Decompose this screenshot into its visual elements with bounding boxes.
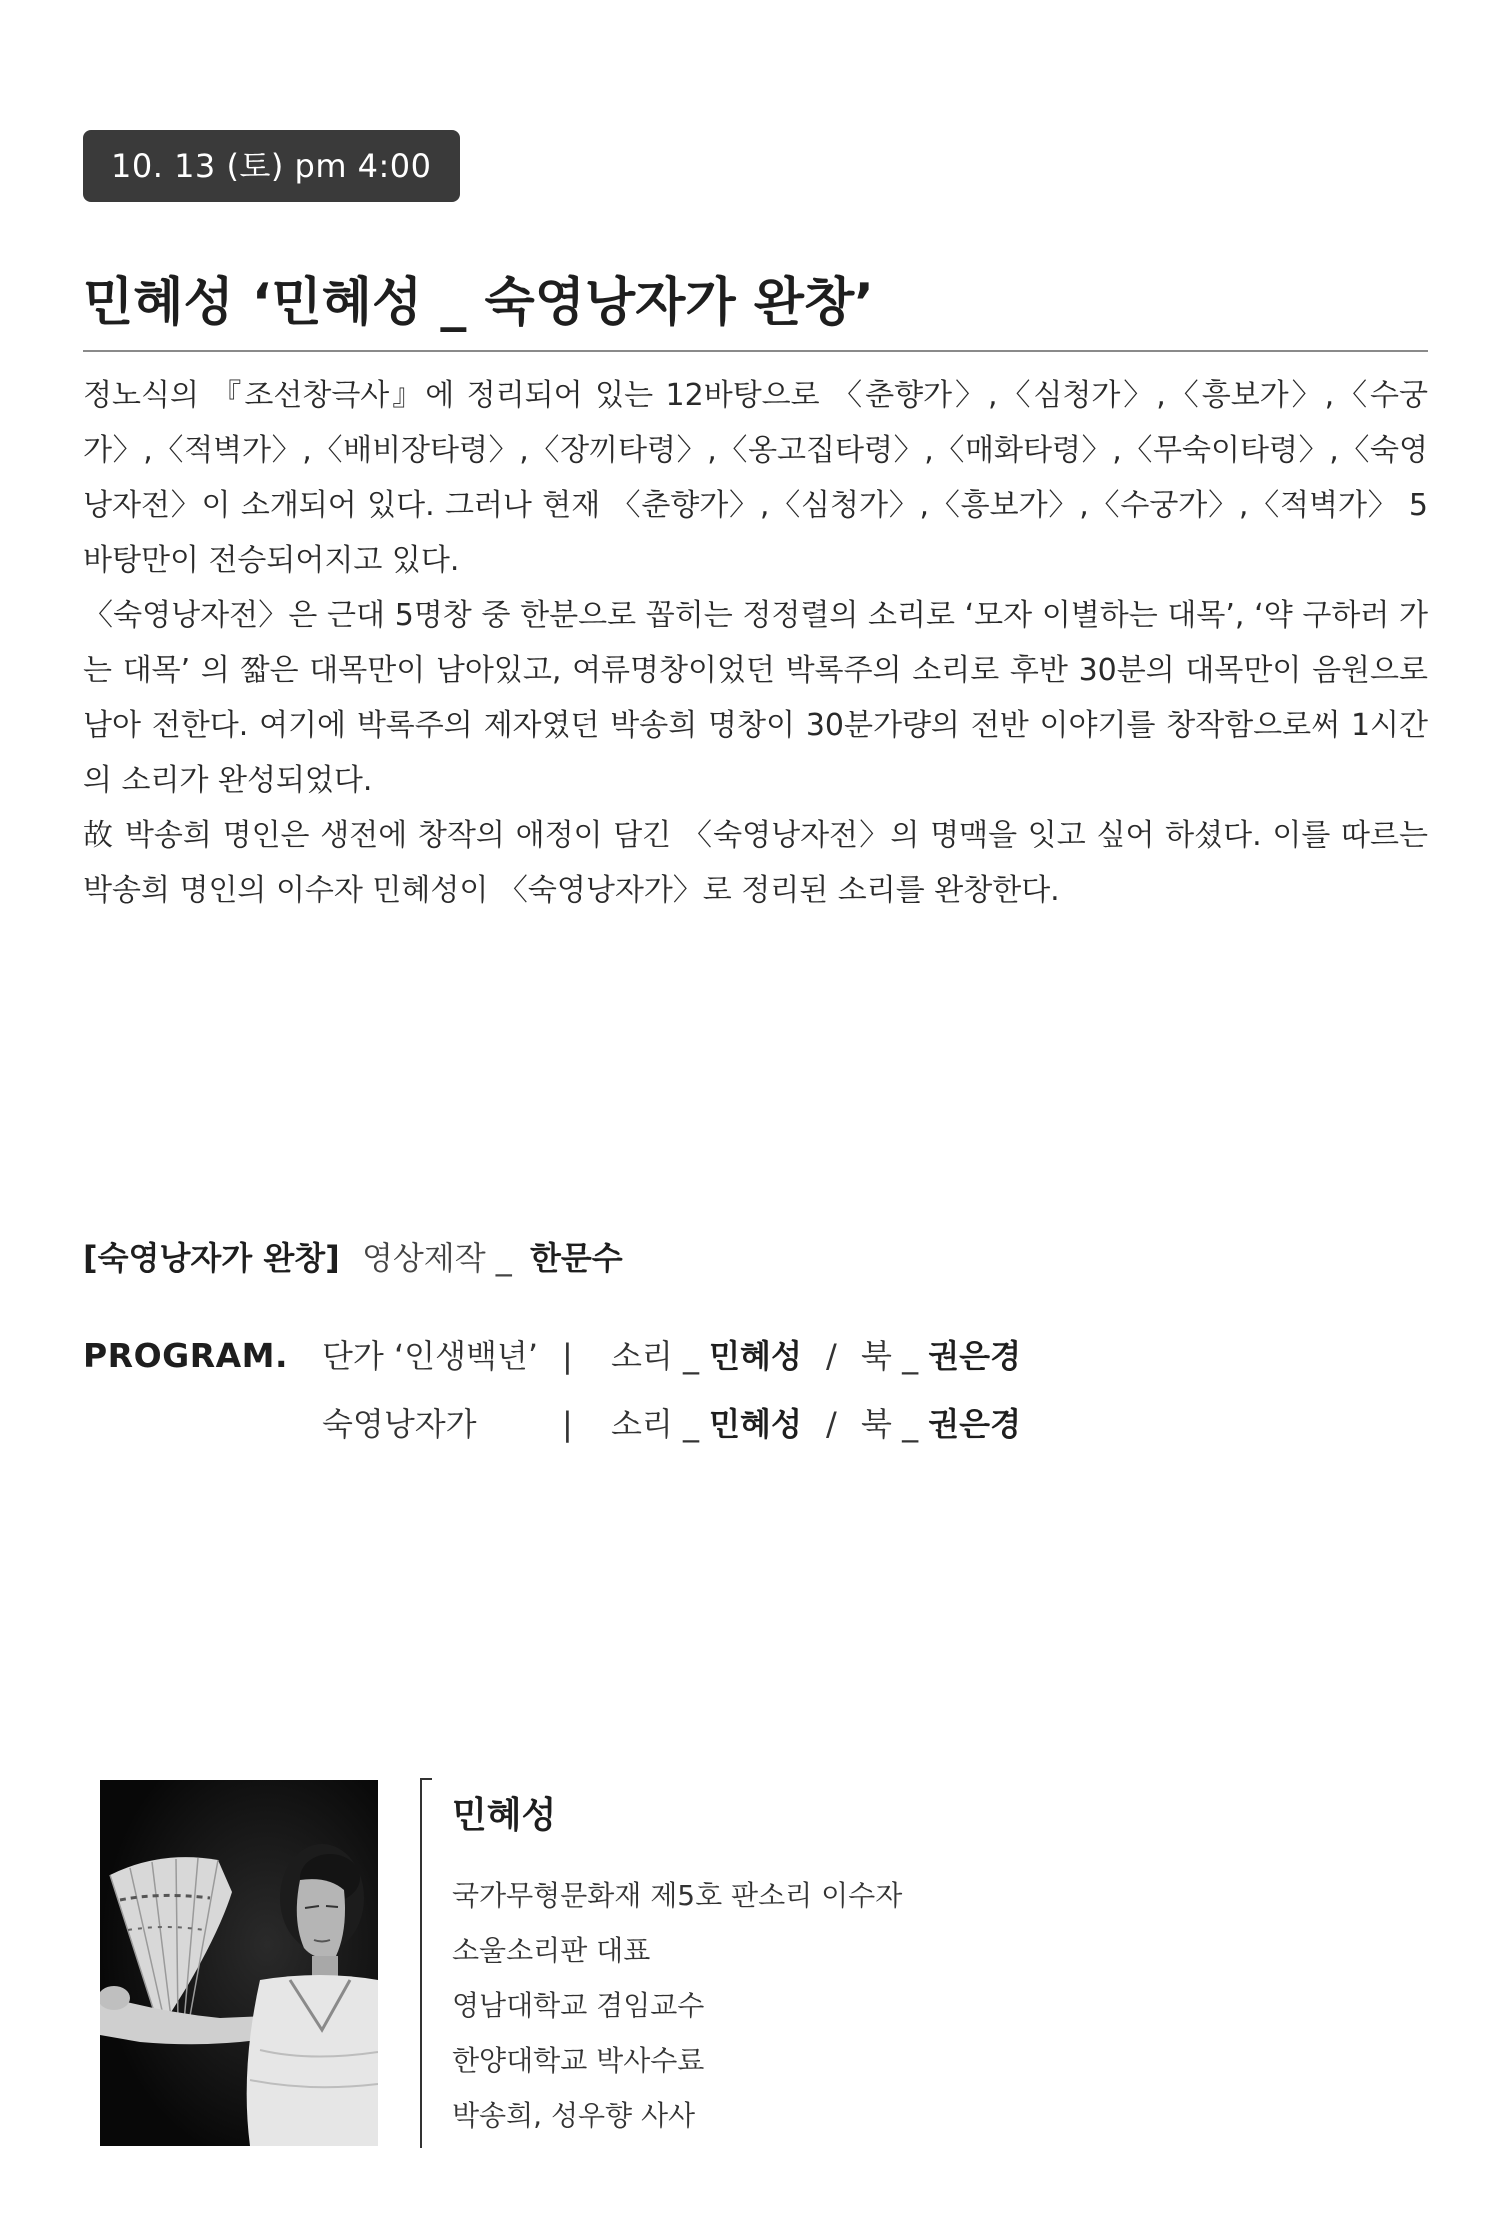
video-credit	[83, 1232, 623, 1284]
program-slash: /	[826, 1405, 837, 1443]
drum-label: 북 _	[861, 1405, 919, 1443]
program-divider: |	[562, 1337, 573, 1375]
bio-item: 소울소리판 대표	[452, 1934, 651, 1967]
program-piece: 숙영낭자가	[322, 1405, 477, 1443]
program-slash: /	[826, 1337, 837, 1375]
title-divider	[83, 350, 1428, 352]
bio-item: 박송희, 성우향 사사	[452, 2099, 696, 2132]
description-paragraph: 〈숙영낭자전〉은 근대 5명창 중 한분으로 꼽히는 정정렬의 소리로 ‘모자 이별하는 대목’, ‘약 구하러 가는 대목’ 의 짧은 대목만이 남아있고, 여류명창이었던 박록주의 소리로 후반 30분의 대목만이 음원으로 남아 전한다. 여기에 박록주의 제자였던 박송희 명창이 30분가량의 전반 이야기를 창작함으로써 1시간의 소리가 완성되었다.	[83, 598, 1428, 798]
program-label: PROGRAM.	[83, 1336, 289, 1375]
program-divider: |	[562, 1405, 573, 1443]
video-label: 영상제작 _	[361, 1239, 512, 1277]
vocal-name: 민혜성	[709, 1405, 802, 1443]
performer-photo	[100, 1780, 378, 2146]
description-paragraph: 故 박송희 명인은 생전에 창작의 애정이 담긴 〈숙영낭자전〉의 명맥을 잇고 싶어 하셨다. 이를 따르는 박송희 명인의 이수자 민혜성이 〈숙영낭자가〉로 정리된 소리를 완창한다.	[83, 818, 1428, 908]
description	[83, 368, 1428, 918]
drum-name: 권은경	[928, 1337, 1022, 1375]
bio-item: 영남대학교 겸임교수	[452, 1989, 705, 2022]
page-title: 민혜성 ‘민혜성 _ 숙영낭자가 완창’	[83, 273, 874, 333]
bio-item: 국가무형문화재 제5호 판소리 이수자	[452, 1879, 903, 1912]
drum-name: 권은경	[928, 1405, 1022, 1443]
vocal-label: 소리 _	[610, 1337, 699, 1375]
performer-name: 민혜성	[452, 1795, 557, 1836]
vocal-label: 소리 _	[610, 1405, 699, 1443]
program-piece: 단가 ‘인생백년’	[322, 1337, 538, 1375]
video-maker: 한문수	[529, 1239, 623, 1277]
program-credits	[562, 1330, 1021, 1382]
video-title: [숙영낭자가 완창]	[83, 1239, 340, 1277]
program-credits	[562, 1398, 1021, 1450]
date-badge: 10. 13 (토) pm 4:00	[83, 130, 460, 202]
performer-photo-illustration	[100, 1780, 378, 2146]
performer-bio	[452, 1868, 902, 2143]
vocal-name: 민혜성	[709, 1337, 802, 1375]
drum-label: 북 _	[861, 1337, 919, 1375]
bio-bracket	[420, 1778, 432, 2148]
description-paragraph: 정노식의 『조선창극사』에 정리되어 있는 12바탕으로 〈춘향가〉,〈심청가〉,〈흥보가〉,〈수궁가〉,〈적벽가〉,〈배비장타령〉,〈장끼타령〉,〈옹고집타령〉,〈매화타령〉,〈무숙이타령〉,〈숙영낭자전〉이 소개되어 있다. 그러나 현재 〈춘향가〉,〈심청가〉,〈흥보가〉,〈수궁가〉,〈적벽가〉 5바탕만이 전승되어지고 있다.	[83, 378, 1428, 578]
bio-item: 한양대학교 박사수료	[452, 2044, 705, 2077]
